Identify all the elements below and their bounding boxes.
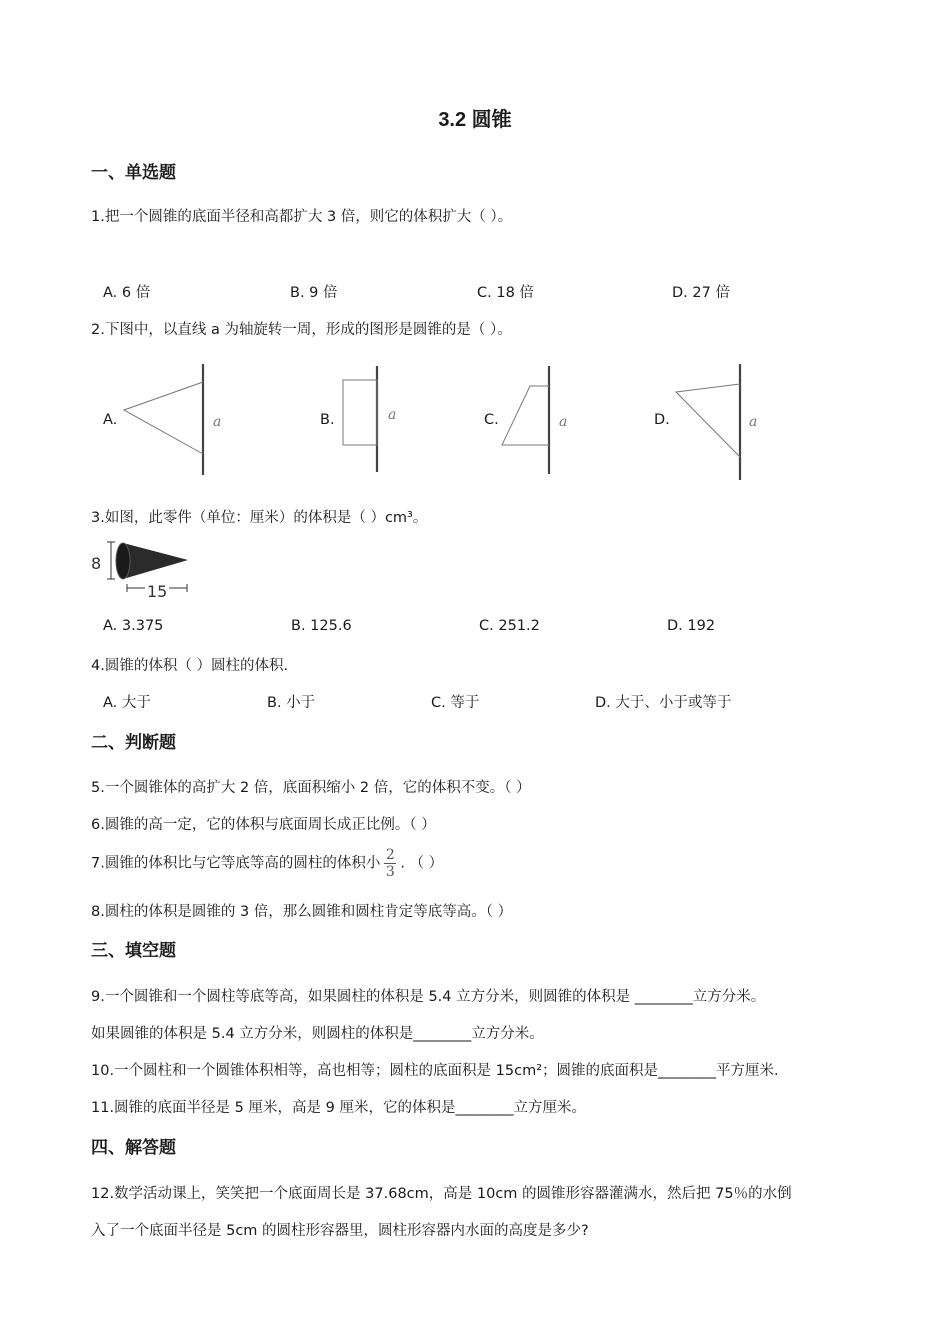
q4-option-a[interactable]: A. 大于 bbox=[103, 695, 151, 711]
question-10: 10.一个圆柱和一个圆锥体积相等，高也相等；圆柱的底面积是 15cm²；圆锥的底面积是________平方厘米. bbox=[91, 1063, 779, 1079]
section-heading-solve: 四、解答题 bbox=[91, 1138, 176, 1158]
question-3: 3.如图，此零件（单位：厘米）的体积是（ ）cm³。 bbox=[91, 510, 428, 526]
q4-option-d[interactable]: D. 大于、小于或等于 bbox=[595, 695, 732, 711]
question-7 bbox=[91, 848, 443, 879]
q2-figure-c bbox=[497, 364, 577, 474]
q1-option-d[interactable]: D. 27 倍 bbox=[672, 285, 730, 301]
q3-option-a[interactable]: A. 3.375 bbox=[103, 618, 164, 634]
question-1: 1.把一个圆锥的底面半径和高都扩大 3 倍，则它的体积扩大（ ）。 bbox=[91, 209, 513, 225]
q1-option-a[interactable]: A. 6 倍 bbox=[103, 285, 151, 301]
question-2: 2.下图中，以直线 a 为轴旋转一周，形成的图形是圆锥的是（ ）。 bbox=[91, 322, 512, 338]
page-title: 3.2 圆锥 bbox=[438, 109, 512, 131]
question-12-line-1: 12.数学活动课上，笑笑把一个底面周长是 37.68cm，高是 10cm 的圆锥形容器灌满水，然后把 75％的水倒 bbox=[91, 1186, 792, 1202]
q2-figure-a bbox=[120, 362, 230, 477]
fraction-two-thirds bbox=[384, 848, 396, 879]
q2-option-c[interactable]: C. bbox=[484, 412, 499, 428]
question-6: 6.圆锥的高一定，它的体积与底面周长成正比例。（ ） bbox=[91, 817, 436, 833]
question-12-line-2: 入了一个底面半径是 5cm 的圆柱形容器里，圆柱形容器内水面的高度是多少? bbox=[91, 1223, 589, 1239]
q3-option-c[interactable]: C. 251.2 bbox=[479, 618, 540, 634]
question-4: 4.圆锥的体积（ ）圆柱的体积. bbox=[91, 658, 289, 674]
question-9-line-2: 如果圆锥的体积是 5.4 立方分米，则圆柱的体积是________立方分米。 bbox=[91, 1026, 544, 1042]
q2-option-d[interactable]: D. bbox=[654, 412, 670, 428]
question-8: 8.圆柱的体积是圆锥的 3 倍，那么圆锥和圆柱肯定等底等高。（ ） bbox=[91, 904, 513, 920]
q3-option-d[interactable]: D. 192 bbox=[667, 618, 716, 634]
q4-option-c[interactable]: C. 等于 bbox=[431, 695, 480, 711]
question-11: 11.圆锥的底面半径是 5 厘米，高是 9 厘米，它的体积是________立方厘米。 bbox=[91, 1100, 586, 1116]
q1-option-b[interactable]: B. 9 倍 bbox=[290, 285, 338, 301]
axis-label-c: a bbox=[559, 414, 568, 430]
q4-option-b[interactable]: B. 小于 bbox=[267, 695, 316, 711]
question-7-tail: . （ ） bbox=[400, 855, 444, 872]
fraction-denominator: 3 bbox=[385, 864, 395, 880]
q2-option-a[interactable]: A. bbox=[103, 412, 118, 428]
question-9-line-1: 9.一个圆锥和一个圆柱等底等高，如果圆柱的体积是 5.4 立方分米，则圆锥的体积是 ________立方分米。 bbox=[91, 989, 766, 1005]
q2-figure-d bbox=[672, 362, 772, 482]
q2-option-b[interactable]: B. bbox=[320, 412, 335, 428]
section-heading-fill-blank: 三、填空题 bbox=[91, 941, 176, 961]
dim-height-label: 8 bbox=[91, 554, 102, 573]
axis-label-a: a bbox=[213, 414, 222, 430]
question-7-text: 7.圆锥的体积比与它等底等高的圆柱的体积小 bbox=[91, 855, 381, 872]
q3-cone-figure bbox=[91, 538, 191, 600]
axis-label-d: a bbox=[749, 414, 758, 430]
q2-figure-b bbox=[338, 364, 408, 474]
dim-length-label: 15 bbox=[147, 582, 168, 601]
q1-option-c[interactable]: C. 18 倍 bbox=[477, 285, 534, 301]
q3-option-b[interactable]: B. 125.6 bbox=[291, 618, 352, 634]
axis-label-b: a bbox=[388, 407, 397, 423]
section-heading-true-false: 二、判断题 bbox=[91, 733, 176, 753]
fraction-numerator: 2 bbox=[385, 847, 395, 863]
section-heading-single-choice: 一、单选题 bbox=[91, 163, 176, 183]
question-5: 5.一个圆锥体的高扩大 2 倍，底面积缩小 2 倍，它的体积不变。（ ） bbox=[91, 780, 531, 796]
